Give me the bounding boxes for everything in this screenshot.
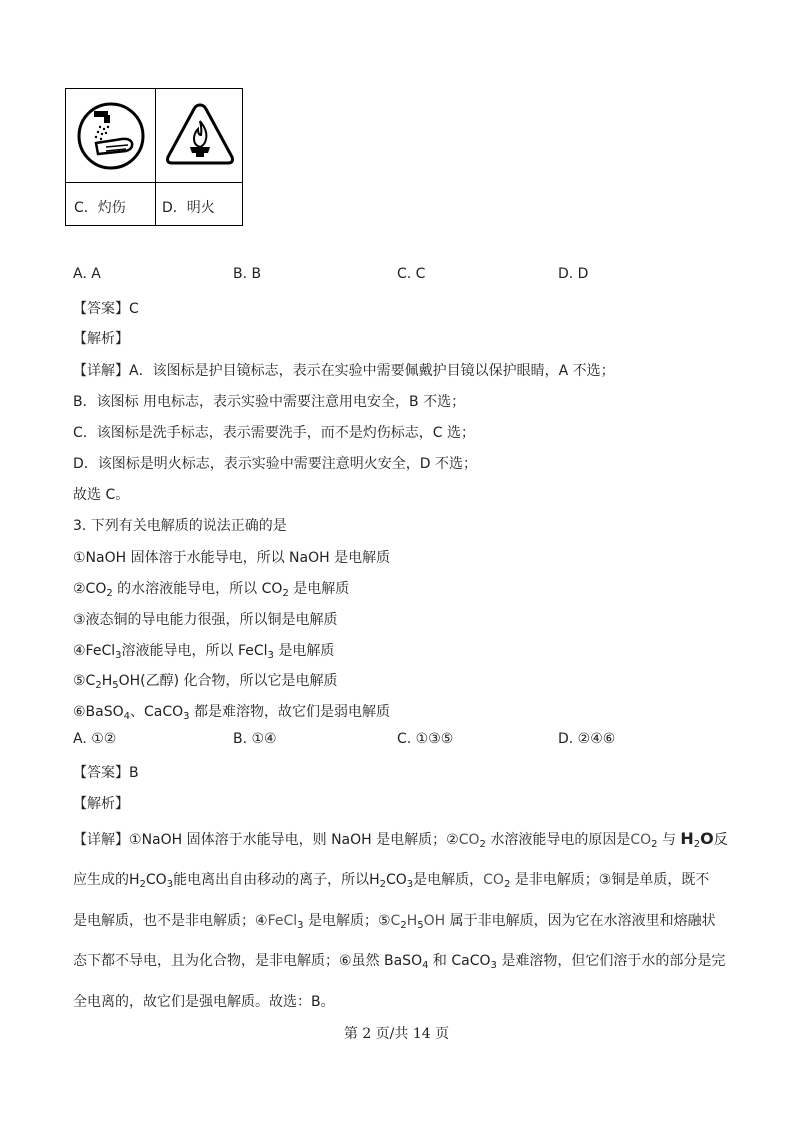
q3-detail-line-5: 全电离的，故它们是强电解质。故选：B。 (73, 994, 335, 1010)
q3-stem: 3. 下列有关电解质的说法正确的是 (73, 518, 287, 534)
burn-wash-hands-icon (76, 97, 146, 179)
q3-item-3: ③液态铜的导电能力很强，所以铜是电解质 (73, 612, 338, 628)
table-divider-vertical (155, 89, 156, 225)
q2-option-c: C. C (397, 266, 426, 282)
q3-detail-line-3: 是电解质，也不是非电解质；④FeCl$_3$ 是电解质；$⑤C_2H_5OH$ 属于非电解质，因为它在水溶液里和熔融状 (73, 913, 716, 931)
q2-option-d: D. D (558, 266, 589, 282)
q3-item-2: $②CO_2$ 的水溶液能导电，所以 $CO_2$ 是电解质 (73, 581, 350, 599)
open-flame-warning-icon (164, 101, 236, 173)
q3-option-d: D. ②④⑥ (558, 731, 616, 747)
q3-answer: 【答案】B (73, 765, 139, 781)
q2-detail-line: 【详解】A．该图标是护目镜标志，表示在实验中需要佩戴护目镜以保护眼睛，A 不选； (73, 363, 615, 379)
page-number: 第 2 页/共 14 页 (343, 1026, 450, 1042)
hazard-icon-table (65, 88, 243, 226)
q3-item-6: ⑥BaSO$_4$、CaCO$_3$ 都是难溶物，故它们是弱电解质 (73, 704, 390, 722)
q2-detail-line: C．该图标是洗手标志，表示需要洗手，而不是灼伤标志，C 选； (73, 425, 475, 441)
q2-option-b: B. B (233, 266, 262, 282)
q3-item-1: ①NaOH 固体溶于水能导电，所以 NaOH 是电解质 (73, 550, 391, 566)
q3-detail-line-1: 【详解】①NaOH 固体溶于水能导电，则 NaOH 是电解质；$②CO_2$ 水溶液能导电的原因是$CO_2$ 与 $H_2O$反 (73, 829, 728, 850)
q2-answer: 【答案】C (73, 301, 139, 317)
table-divider-horizontal (66, 182, 242, 183)
q3-option-b: B. ①④ (233, 731, 277, 747)
q2-detail-line: D．该图标是明火标志，表示实验中需要注意明火安全，D 不选； (73, 456, 478, 472)
q3-item-4: ④FeCl$_3$溶液能导电，所以 FeCl$_3$ 是电解质 (73, 643, 335, 661)
q3-option-a: A. ①② (73, 731, 117, 747)
q3-item-5: $⑤C_2H_5OH$(乙醇) 化合物，所以它是电解质 (73, 673, 338, 691)
q3-option-c: C. ①③⑤ (397, 731, 454, 747)
q2-analysis-heading: 【解析】 (73, 331, 129, 347)
q3-analysis-heading: 【解析】 (73, 796, 129, 812)
option-c-label: C．灼伤 (74, 200, 126, 216)
q2-conclusion: 故选 C。 (73, 487, 130, 503)
q2-option-a: A. A (73, 266, 101, 282)
q3-detail-line-4: 态下都不导电，且为化合物，是非电解质；⑥虽然 BaSO$_4$ 和 CaCO$_3$ 是难溶物，但它们溶于水的部分是完 (73, 953, 726, 971)
q2-detail-line: B．该图标 用电标志，表示实验中需要注意用电安全，B 不选； (73, 394, 466, 410)
q3-detail-line-2: 应生成的$H_2CO_3$能电离出自由移动的离子，所以$H_2CO_3$是电解质，$CO_2$ 是非电解质；③铜是单质，既不 (73, 872, 710, 890)
option-d-label: D．明火 (162, 200, 215, 216)
